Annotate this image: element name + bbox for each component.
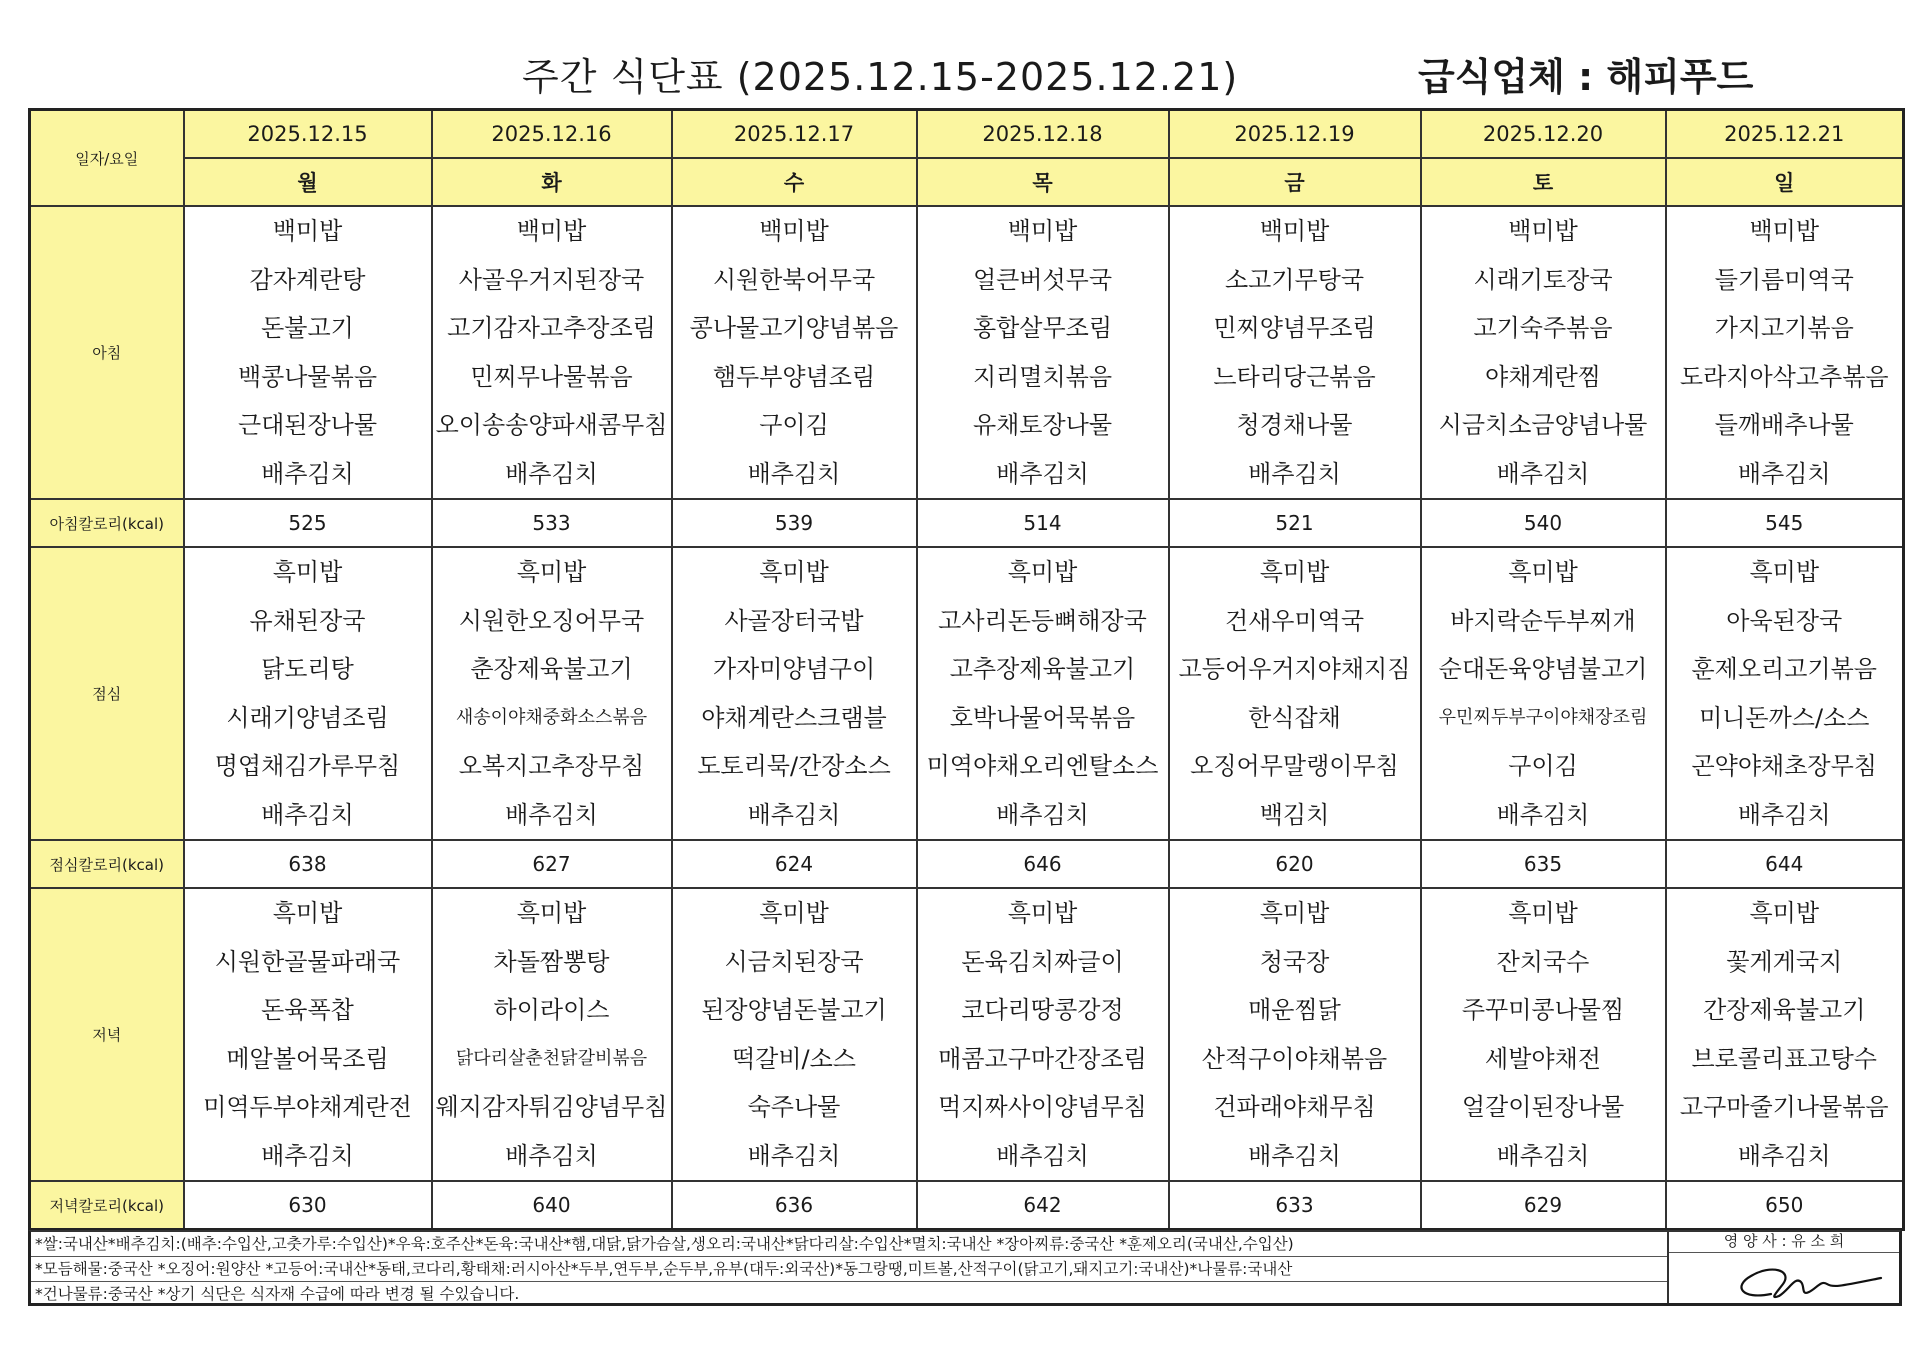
calorie-value: 539: [672, 499, 917, 547]
dish-item: 배추김치: [996, 800, 1089, 829]
weekday-header: 토: [1421, 158, 1666, 206]
weekday-header: 수: [672, 158, 917, 206]
dish-item: 세발야채전: [1485, 1044, 1601, 1073]
calorie-value: 624: [672, 840, 917, 888]
dish-item: 꽃게게국지: [1726, 947, 1843, 976]
dish-item: 호박나물어묵볶음: [949, 703, 1136, 732]
weekday-header: 일: [1666, 158, 1904, 206]
calorie-value: 638: [184, 840, 432, 888]
dish-item: 백미밥: [1508, 217, 1578, 245]
dish-item: 백미밥: [272, 217, 343, 245]
dish-item: 숙주나물: [747, 1093, 841, 1121]
dish-item: 고구마줄기나물볶음: [1679, 1093, 1889, 1121]
dish-item: 새송이야채중화소스볶음: [455, 706, 648, 728]
meal-cell: [1421, 206, 1666, 499]
dish-item: 잔치국수: [1496, 947, 1590, 976]
dish-item: 떡갈비/소스: [731, 1044, 856, 1073]
dish-item: 사골장터국밥: [724, 606, 864, 635]
dish-item: 배추김치: [1496, 1141, 1590, 1170]
dish-item: 고기숙주볶음: [1473, 314, 1613, 342]
meal-cell: [184, 888, 432, 1181]
dish-item: 순대돈육양념불고기: [1438, 655, 1648, 683]
menu-body: [30, 206, 1904, 1230]
dish-item: 가지고기볶음: [1714, 314, 1854, 342]
dish-item: 흑미밥: [1259, 558, 1330, 586]
dish-item: 시래기토장국: [1473, 265, 1613, 294]
origin-note: *건나물류:중국산 *상기 식단은 식자재 수급에 따라 변경 될 수있습니다.: [35, 1285, 520, 1303]
dish-item: 들깨배추나물: [1714, 411, 1854, 439]
dish-item: 흑미밥: [1007, 558, 1078, 586]
meal-label: 아침: [30, 206, 184, 499]
dish-item: 민찌양념무조림: [1213, 314, 1376, 342]
dish-item: 하이라이스: [493, 996, 610, 1024]
dish-item: 미니돈까스/소스: [1699, 703, 1870, 732]
weekday-header: 월: [184, 158, 432, 206]
meal-cell: [432, 547, 672, 840]
calorie-value: 525: [184, 499, 432, 547]
dish-item: 배추김치: [261, 800, 354, 829]
dish-item: 배추김치: [747, 800, 841, 829]
footer-notes-box: [28, 1230, 1902, 1306]
dish-item: 고등어우거지야채지짐: [1178, 655, 1411, 683]
dish-item: 느타리당근볶음: [1213, 362, 1376, 391]
dish-item: 시원한오징어무국: [458, 606, 645, 635]
dish-item: 미역야채오리엔탈소스: [926, 752, 1159, 780]
dish-item: 건새우미역국: [1224, 606, 1365, 635]
calorie-row: [30, 840, 1904, 888]
dish-item: 웨지감자튀김양념무침: [435, 1093, 668, 1121]
dish-item: 가자미양념구이: [712, 655, 876, 683]
meal-cell: [1169, 206, 1421, 499]
calorie-row: [30, 499, 1904, 547]
dish-item: 미역두부야채계란전: [203, 1093, 412, 1121]
calorie-value: 630: [184, 1181, 432, 1230]
dish-item: 오복지고추장무침: [458, 752, 645, 780]
meal-cell: [672, 206, 917, 499]
dish-item: 구이김: [1508, 752, 1578, 780]
date-header: 2025.12.18: [917, 110, 1169, 159]
calorie-value: 646: [917, 840, 1169, 888]
dish-item: 된장양념돈불고기: [701, 996, 887, 1024]
date-header: 2025.12.15: [184, 110, 432, 159]
dish-item: 브로콜리표고탕수: [1691, 1044, 1877, 1073]
page-title: 주간 식단표 (2025.12.15-2025.12.21): [522, 55, 1239, 99]
weekday-header: 목: [917, 158, 1169, 206]
date-header: 2025.12.20: [1421, 110, 1666, 159]
calorie-label: 저녁칼로리(kcal): [30, 1181, 184, 1230]
dish-item: 배추김치: [1248, 459, 1341, 488]
meal-row: [30, 888, 1904, 1181]
meal-label: 점심: [30, 547, 184, 840]
dish-item: 아욱된장국: [1726, 606, 1843, 635]
dish-item: 백미밥: [1259, 217, 1330, 245]
dish-item: 명엽채김가루무침: [214, 752, 401, 780]
dish-item: 청경채나물: [1236, 411, 1353, 439]
date-header: 2025.12.17: [672, 110, 917, 159]
dish-item: 백김치: [1259, 800, 1330, 829]
dish-item: 시래기양념조림: [226, 703, 389, 732]
meal-row: [30, 547, 1904, 840]
dish-item: 도라지아삭고추볶음: [1679, 362, 1889, 391]
dish-item: 배추김치: [1737, 1141, 1831, 1170]
dish-item: 오징어무말랭이무침: [1190, 752, 1399, 780]
dish-item: 들기름미역국: [1714, 265, 1854, 294]
dish-item: 오이송송양파새콤무침: [435, 411, 668, 439]
dish-item: 돈육폭찹: [261, 996, 354, 1024]
dish-item: 백미밥: [759, 217, 829, 245]
dish-item: 유채토장나물: [972, 411, 1113, 439]
dish-item: 흑미밥: [1749, 899, 1820, 927]
dish-item: 시원한북어무국: [712, 265, 876, 294]
date-header: 2025.12.21: [1666, 110, 1904, 159]
calorie-value: 620: [1169, 840, 1421, 888]
dish-item: 고사리돈등뼈해장국: [938, 606, 1147, 635]
dish-item: 감자계란탕: [249, 265, 366, 294]
meal-cell: [184, 547, 432, 840]
dish-item: 곤약야채초장무침: [1691, 752, 1877, 780]
dish-item: 배추김치: [505, 459, 598, 488]
dish-item: 간장제육불고기: [1703, 996, 1866, 1024]
signature-divider: [1669, 1252, 1899, 1253]
calorie-value: 640: [432, 1181, 672, 1230]
meal-cell: [184, 206, 432, 499]
date-header: 2025.12.19: [1169, 110, 1421, 159]
dish-item: 햄두부양념조림: [712, 362, 876, 391]
meal-cell: [672, 888, 917, 1181]
dish-item: 배추김치: [505, 1141, 598, 1170]
dish-item: 배추김치: [1248, 1141, 1341, 1170]
calorie-value: 644: [1666, 840, 1904, 888]
dish-item: 메알볼어묵조림: [226, 1044, 389, 1073]
calorie-value: 521: [1169, 499, 1421, 547]
dish-item: 유채된장국: [249, 606, 366, 635]
dish-item: 닭도리탕: [261, 655, 354, 683]
dish-item: 흑미밥: [759, 558, 829, 586]
dish-item: 배추김치: [505, 800, 598, 829]
dish-item: 배추김치: [1496, 459, 1590, 488]
dish-item: 산적구이야채볶음: [1201, 1044, 1388, 1073]
dish-item: 콩나물고기양념볶음: [689, 314, 899, 342]
dish-item: 배추김치: [261, 459, 354, 488]
dish-item: 흑미밥: [1007, 899, 1078, 927]
dish-item: 민찌무나물볶음: [470, 362, 633, 391]
dish-item: 고기감자고추장조림: [447, 314, 656, 342]
dish-item: 시원한골물파래국: [214, 947, 401, 976]
dish-item: 돈육김치짜글이: [961, 947, 1124, 976]
calorie-value: 545: [1666, 499, 1904, 547]
dish-item: 배추김치: [1496, 800, 1590, 829]
dish-item: 얼갈이된장나물: [1461, 1093, 1625, 1121]
dish-item: 흑미밥: [1508, 558, 1578, 586]
calorie-value: 629: [1421, 1181, 1666, 1230]
dish-item: 훈제오리고기볶음: [1691, 655, 1877, 683]
dietitian-label: 영 양 사 : 유 소 희: [1723, 1232, 1845, 1250]
meal-cell: [1169, 888, 1421, 1181]
dish-item: 닭다리살춘천닭갈비볶음: [455, 1047, 648, 1069]
calorie-value: 540: [1421, 499, 1666, 547]
meal-cell: [917, 547, 1169, 840]
meal-label: 저녁: [30, 888, 184, 1181]
dish-item: 백콩나물볶음: [237, 362, 378, 391]
signature-image: [1731, 1256, 1901, 1306]
dish-item: 지리멸치볶음: [972, 362, 1113, 391]
dish-item: 백미밥: [516, 217, 587, 245]
dish-item: 흑미밥: [516, 558, 587, 586]
dish-item: 얼큰버섯무국: [972, 265, 1113, 294]
dish-item: 흑미밥: [1749, 558, 1820, 586]
dish-item: 흑미밥: [272, 899, 343, 927]
dish-item: 먹지짜사이양념무침: [938, 1093, 1147, 1121]
calorie-value: 514: [917, 499, 1169, 547]
page-header: [0, 40, 1920, 110]
dish-item: 소고기무탕국: [1224, 265, 1365, 294]
meal-cell: [672, 547, 917, 840]
dish-item: 배추김치: [747, 1141, 841, 1170]
dish-item: 건파래야채무침: [1213, 1093, 1376, 1121]
meal-cell: [917, 888, 1169, 1181]
dish-item: 차돌짬뽕탕: [493, 947, 610, 976]
calorie-label: 점심칼로리(kcal): [30, 840, 184, 888]
meal-cell: [1666, 888, 1904, 1181]
weekly-menu-table: [28, 108, 1905, 1231]
dish-item: 배추김치: [1737, 800, 1831, 829]
dish-item: 구이김: [759, 411, 829, 439]
dish-item: 주꾸미콩나물찜: [1461, 996, 1625, 1024]
dietitian-box: [1669, 1232, 1899, 1303]
dish-item: 사골우거지된장국: [458, 265, 645, 294]
meal-cell: [432, 206, 672, 499]
dish-item: 청국장: [1259, 947, 1330, 976]
calorie-value: 627: [432, 840, 672, 888]
dish-item: 흑미밥: [272, 558, 343, 586]
vendor-label: 급식업체 : 해피푸드: [1418, 55, 1754, 99]
dish-item: 홍합살무조림: [972, 314, 1113, 342]
calorie-value: 642: [917, 1181, 1169, 1230]
dish-item: 배추김치: [996, 459, 1089, 488]
dish-item: 시금치소금양념나물: [1438, 411, 1648, 439]
dish-item: 백미밥: [1007, 217, 1078, 245]
dish-item: 배추김치: [747, 459, 841, 488]
dish-item: 흑미밥: [1259, 899, 1330, 927]
meal-cell: [1666, 547, 1904, 840]
origin-notes: [31, 1232, 1669, 1303]
meal-row: [30, 206, 1904, 499]
dish-item: 춘장제육불고기: [470, 655, 633, 683]
calorie-value: 635: [1421, 840, 1666, 888]
dish-item: 매콤고구마간장조림: [938, 1044, 1147, 1073]
dish-item: 코다리땅콩강정: [961, 996, 1124, 1024]
dish-item: 근대된장나물: [237, 411, 378, 439]
dish-item: 우민찌두부구이야채장조림: [1438, 706, 1648, 728]
dish-item: 배추김치: [261, 1141, 354, 1170]
meal-cell: [917, 206, 1169, 499]
dish-item: 배추김치: [996, 1141, 1089, 1170]
dish-item: 시금치된장국: [724, 947, 864, 976]
meal-cell: [1421, 888, 1666, 1181]
origin-note: *쌀:국내산*배추김치:(배추:수입산,고춧가루:수입산)*우육:호주산*돈육:국내산*햄,대닭,닭가슴살,생오리:국내산*닭다리살:수입산*멸치:국내산 *장아찌류:중국산 *훈제오리(국내산,수입산): [31, 1232, 1667, 1257]
dish-item: 흑미밥: [759, 899, 829, 927]
meal-cell: [1421, 547, 1666, 840]
dish-item: 매운찜닭: [1248, 996, 1341, 1024]
dish-item: 배추김치: [1737, 459, 1831, 488]
calorie-value: 533: [432, 499, 672, 547]
dish-item: 바지락순두부찌개: [1450, 606, 1636, 635]
calorie-value: 650: [1666, 1181, 1904, 1230]
weekday-header: 화: [432, 158, 672, 206]
dish-item: 야채계란스크램블: [701, 703, 887, 732]
calorie-row: [30, 1181, 1904, 1230]
dish-item: 흑미밥: [1508, 899, 1578, 927]
calorie-value: 633: [1169, 1181, 1421, 1230]
date-day-header: 일자/요일: [30, 110, 184, 207]
dish-item: 돈불고기: [261, 314, 354, 342]
meal-cell: [1666, 206, 1904, 499]
meal-cell: [432, 888, 672, 1181]
dish-item: 고추장제육불고기: [949, 655, 1136, 683]
calorie-value: 636: [672, 1181, 917, 1230]
weekday-header: 금: [1169, 158, 1421, 206]
dish-item: 흑미밥: [516, 899, 587, 927]
dish-item: 한식잡채: [1248, 703, 1341, 732]
origin-note: *모듬해물:중국산 *오징어:원양산 *고등어:국내산*동태,코다리,황태채:러시아산*두부,연두부,순두부,유부(대두:외국산)*동그랑땡,미트볼,산적구이(닭고기,돼지고기:국내산)*나물류:국내산: [31, 1257, 1667, 1282]
dish-item: 도토리묵/간장소스: [697, 752, 891, 780]
calorie-label: 아침칼로리(kcal): [30, 499, 184, 547]
dish-item: 야채계란찜: [1485, 362, 1601, 391]
meal-cell: [1169, 547, 1421, 840]
date-header: 2025.12.16: [432, 110, 672, 159]
dish-item: 백미밥: [1749, 217, 1820, 245]
